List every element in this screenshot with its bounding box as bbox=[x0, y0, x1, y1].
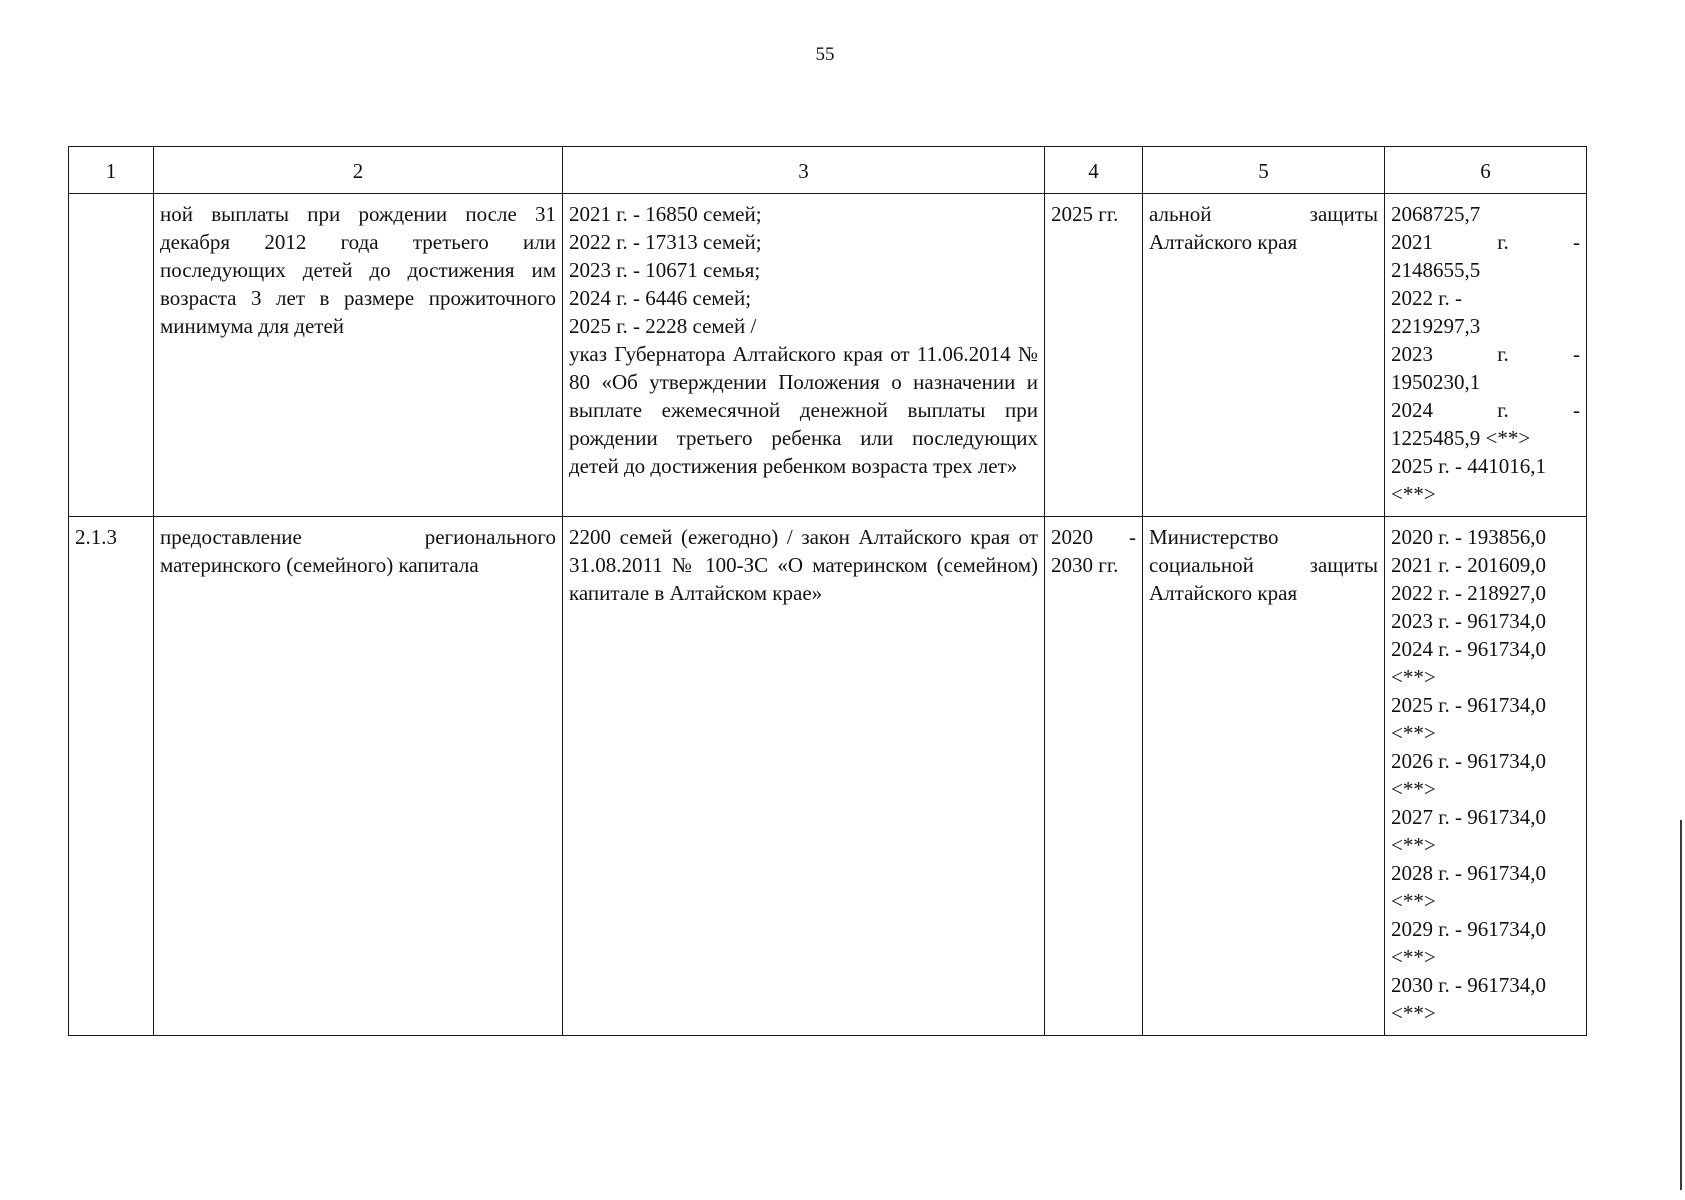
funding-line: 2068725,7 bbox=[1391, 202, 1481, 226]
funding-line: 2022 г. - bbox=[1391, 286, 1462, 310]
row1-number bbox=[69, 194, 154, 517]
row1-decree: указ Губернатора Алтайского края от 11.06.2014 № 80 «Об утверждении Положения о назначении и выплате ежемесячной денежной выплаты при рождении третьего ребенка или последующих детей до достижения ребенком возраста трех лет» bbox=[569, 342, 1038, 478]
row1-measure: ной выплаты при рождении после 31 декабря 2012 года третьего или последующих детей до достижения им возраста 3 лет в размере прожиточного минимума для детей bbox=[154, 194, 563, 517]
header-col-6: 6 bbox=[1385, 147, 1587, 194]
funding-line: <**> bbox=[1391, 1001, 1436, 1025]
header-col-2: 2 bbox=[154, 147, 563, 194]
row1-period: 2025 гг. bbox=[1045, 194, 1143, 517]
row1-funding bbox=[1385, 194, 1587, 517]
funding-line: <**> bbox=[1391, 777, 1436, 801]
funding-line: 2026 г. - 961734,0 bbox=[1391, 749, 1546, 773]
funding-line: 2025 г. - 961734,0 bbox=[1391, 693, 1546, 717]
funding-line: 2020 г. - 193856,0 bbox=[1391, 525, 1546, 549]
funding-line: 2025 г. - 441016,1 bbox=[1391, 454, 1546, 478]
funding-line: 2148655,5 bbox=[1391, 258, 1481, 282]
funding-line: 2027 г. - 961734,0 bbox=[1391, 805, 1546, 829]
funding-line: 2030 г. - 961734,0 bbox=[1391, 973, 1546, 997]
funding-line: 2021 г. - bbox=[1391, 230, 1580, 254]
row2-period-line: 2030 гг. bbox=[1051, 553, 1119, 577]
row2-executor: Министерство социальной защиты Алтайского края bbox=[1143, 517, 1385, 1036]
funding-line: 2023 г. - 961734,0 bbox=[1391, 609, 1546, 633]
row2-funding bbox=[1385, 517, 1587, 1036]
funding-line: <**> bbox=[1391, 721, 1436, 745]
funding-line: <**> bbox=[1391, 482, 1436, 506]
row1-indicator-line: 2023 г. - 10671 семья; bbox=[569, 258, 761, 282]
row2-number: 2.1.3 bbox=[69, 517, 154, 1036]
header-col-4: 4 bbox=[1045, 147, 1143, 194]
funding-line: 2024 г. - bbox=[1391, 398, 1580, 422]
row1-indicator-line: 2021 г. - 16850 семей; bbox=[569, 202, 762, 226]
row2-period-line: 2020 - bbox=[1051, 525, 1136, 549]
funding-line: <**> bbox=[1391, 889, 1436, 913]
row1-indicator bbox=[563, 194, 1045, 517]
row1-indicator-line: 2022 г. - 17313 семей; bbox=[569, 230, 762, 254]
table-row bbox=[69, 517, 1587, 1036]
row2-period bbox=[1045, 517, 1143, 1036]
funding-line: 2029 г. - 961734,0 bbox=[1391, 917, 1546, 941]
funding-line: <**> bbox=[1391, 945, 1436, 969]
funding-line: 2022 г. - 218927,0 bbox=[1391, 581, 1546, 605]
header-row bbox=[69, 147, 1587, 194]
funding-line: <**> bbox=[1391, 665, 1436, 689]
funding-line: 2023 г. - bbox=[1391, 342, 1580, 366]
program-table bbox=[68, 146, 1587, 1036]
row1-executor: альной защиты Алтайского края bbox=[1143, 194, 1385, 517]
header-col-5: 5 bbox=[1143, 147, 1385, 194]
funding-line: 2024 г. - 961734,0 bbox=[1391, 637, 1546, 661]
header-col-1: 1 bbox=[69, 147, 154, 194]
funding-line: 2021 г. - 201609,0 bbox=[1391, 553, 1546, 577]
funding-line: 2219297,3 bbox=[1391, 314, 1481, 338]
funding-line: 1225485,9 <**> bbox=[1391, 426, 1531, 450]
funding-line: <**> bbox=[1391, 833, 1436, 857]
page-number: 55 bbox=[815, 44, 835, 65]
table-row bbox=[69, 194, 1587, 517]
header-col-3: 3 bbox=[563, 147, 1045, 194]
scan-edge-mark bbox=[1680, 820, 1682, 1190]
row2-measure: предоставление регионального материнского (семейного) капитала bbox=[154, 517, 563, 1036]
funding-line: 1950230,1 bbox=[1391, 370, 1481, 394]
row1-indicator-line: 2024 г. - 6446 семей; bbox=[569, 286, 752, 310]
row2-indicator: 2200 семей (ежегодно) / закон Алтайского края от 31.08.2011 № 100-ЗС «О материнском (семейном) капитале в Алтайском крае» bbox=[563, 517, 1045, 1036]
row1-indicator-line: 2025 г. - 2228 семей / bbox=[569, 314, 757, 338]
funding-line: 2028 г. - 961734,0 bbox=[1391, 861, 1546, 885]
